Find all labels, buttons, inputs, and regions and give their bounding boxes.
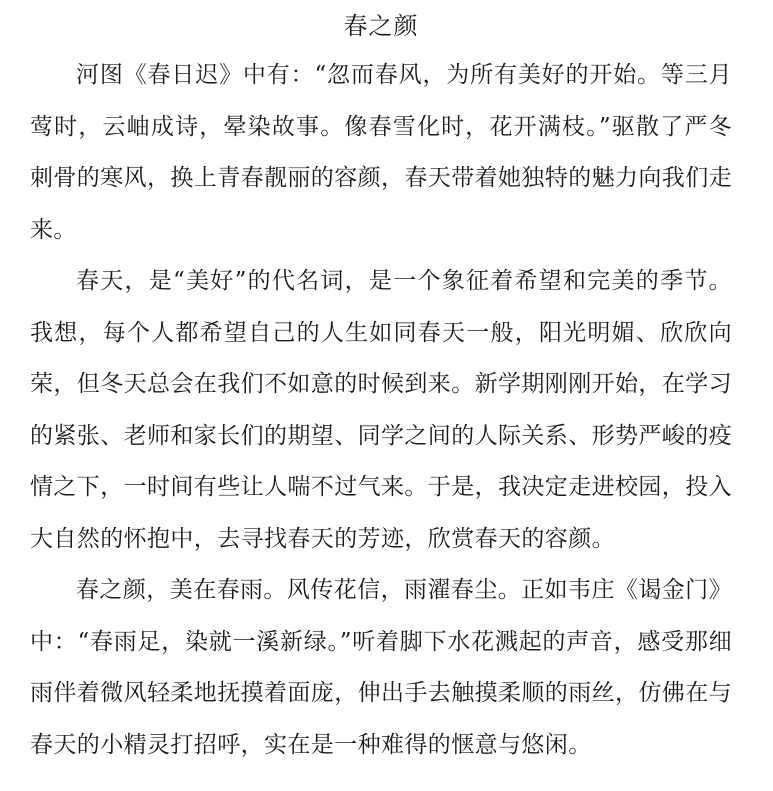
document-page [30,0,732,771]
paragraph-2: 春天，是“美好”的代名词，是一个象征着希望和完美的季节。我想，每个人都希望自己的人生如同春天一般，阳光明媚、欣欣向荣，但冬天总会在我们不如意的时候到来。新学期刚刚开始，在学习的紧张、老师和家长们的期望、同学之间的人际关系、形势严峻的疫情之下，一时间有些让人喘不过气来。于是，我决定走进校园，投入大自然的怀抱中，去寻找春天的芳迹，欣赏春天的容颜。 [30,268,732,552]
paragraph-3: 春之颜，美在春雨。风传花信，雨濯春尘。正如韦庄《谒金门》中：“春雨足，染就一溪新绿。”听着脚下水花溅起的声音，感受那细雨伴着微风轻柔地抚摸着面庞，伸出手去触摸柔顺的雨丝，仿佛在与春天的小精灵打招呼，实在是一种难得的惬意与悠闲。 [30,577,732,758]
paragraph-1: 河图《春日迟》中有：“忽而春风，为所有美好的开始。等三月莺时，云岫成诗，晕染故事。像春雪化时，花开满枝。”驱散了严冬刺骨的寒风，换上青春靓丽的容颜，春天带着她独特的魅力向我们走来。 [30,62,732,243]
page-title: 春之颜 [343,12,419,40]
